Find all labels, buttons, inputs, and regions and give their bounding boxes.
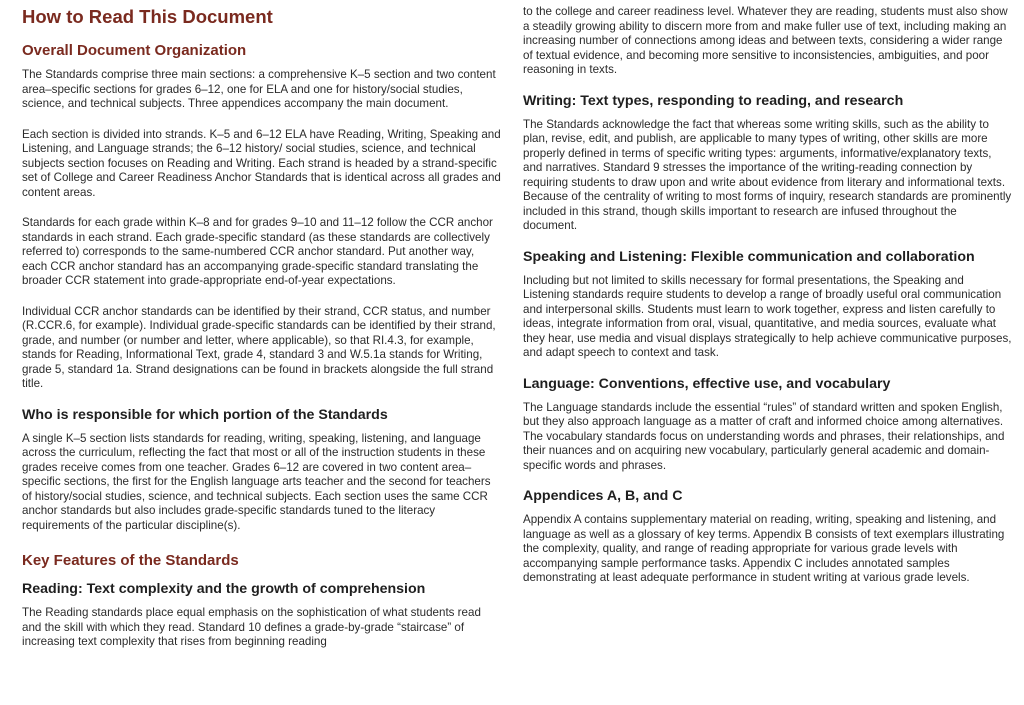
org-paragraph-3: Standards for each grade within K–8 and for grades 9–10 and 11–12 follow the CCR anchor standards in each strand. Each grade-specific standard (as these standards are collectively referred to) corresponds to the same-numbered CCR anchor standard. Put another way, each CCR anchor standard has an accompanying grade-specific standard translating the broader CCR statement into grade-appropriate end-of-year expectations. [22,216,493,287]
appendices-heading: Appendices A, B, and C [523,488,683,504]
reading-continued-paragraph: to the college and career readiness level. Whatever they are reading, students must also show a steadily growing ability to discern more from and make fuller use of text, including making an increasing number of connections among ideas and between texts, considering a wider range of textual evidence, and becoming more sensitive to inconsistencies, ambiguities, and poor reasoning in texts. [523,5,1008,76]
who-paragraph: A single K–5 section lists standards for reading, writing, speaking, listening, and language across the curriculum, reflecting the fact that most or all of the instruction students in these grades receive comes from one teacher. Grades 6–12 are covered in two content area–specific sections, the first for the English language arts teacher and the second for teachers of history/social studies, science, and technical subjects. Each section uses the same CCR anchor standards but also includes grade-specific standards tuned to the literacy requirements of the particular discipline(s). [22,431,491,532]
page-title: How to Read This Document [22,6,273,27]
right-column [523,0,1013,586]
language-heading: Language: Conventions, effective use, and vocabulary [523,375,891,392]
org-paragraph-4: Individual CCR anchor standards can be identified by their strand, CCR status, and number (R.CCR.6, for example). Individual grade-specific standards can be identified by their strand, grade, and number (or number and letter, where applicable), so that RI.4.3, for example, stands for Reading, Informational Text, grade 4, standard 3 and W.5.1a stands for Writing, grade 5, standard 1a. Strand designations can be found in brackets alongside the full strand title. [22,304,496,390]
who-heading: Who is responsible for which portion of the Standards [22,406,388,423]
org-paragraph-1: The Standards comprise three main sections: a comprehensive K–5 section and two content area–specific sections for grades 6–12, one for ELA and one for history/social studies, science, and technical subjects. Three appendices accompany the main document. [22,68,496,110]
org-heading: Overall Document Organization [22,42,247,59]
reading-paragraph: The Reading standards place equal emphasis on the sophistication of what students read and the skill with which they read. Standard 10 defines a grade-by-grade “staircase” of increasing text complexity that rises from beginning reading [22,606,481,648]
speaking-listening-heading: Speaking and Listening: Flexible communication and collaboration [523,248,975,265]
org-paragraph-2: Each section is divided into strands. K–5 and 6–12 ELA have Reading, Writing, Speaking and Listening, and Language strands; the 6–12 history/ social studies, science, and technical subjects section focuses on Reading and Writing. Each strand is headed by a strand-specific set of College and Career Readiness Anchor Standards that is identical across all grades and content areas. [22,127,501,199]
writing-heading: Writing: Text types, responding to reading, and research [523,92,904,109]
appendices-paragraph: Appendix A contains supplementary material on reading, writing, speaking and listening, and language as well as a glossary of key terms. Appendix B consists of text exemplars illustrating the complexity, quality, and range of reading appropriate for various grade levels with accompanying sample performance tasks. Appendix C includes annotated samples demonstrating at least adequate performance in student writing at various grade levels. [523,513,1005,584]
key-features-heading: Key Features of the Standards [22,552,239,569]
reading-heading: Reading: Text complexity and the growth of comprehension [22,581,426,597]
writing-paragraph: The Standards acknowledge the fact that whereas some writing skills, such as the ability to plan, revise, edit, and publish, are applicable to many types of writing, other skills are more properly defined in terms of specific writing types: arguments, informative/explanatory texts, and narratives. Standard 9 stresses the importance of the writing-reading connection by requiring students to draw upon and write about evidence from literary and informational texts. Because of the centrality of writing to most forms of inquiry, research standards are prominently included in this strand, though skills important to research are infused throughout the document. [523,117,1012,232]
left-column [22,0,502,650]
language-paragraph: The Language standards include the essential “rules” of standard written and spoken English, but they also approach language as a matter of craft and informed choice among alternatives. The vocabulary standards focus on understanding words and phrases, their relationships, and their nuances and on acquiring new vocabulary, particularly general academic and domain-specific words and phrases. [523,400,1005,472]
speaking-listening-paragraph: Including but not limited to skills necessary for formal presentations, the Speaking and Listening standards require students to develop a range of broadly useful oral communication and interpersonal skills. Students must learn to work together, express and listen carefully to ideas, integrate information from oral, visual, quantitative, and media sources, evaluate what they hear, use media and visual displays strategically to help achieve communicative purposes, and adapt speech to context and task. [523,273,1012,359]
